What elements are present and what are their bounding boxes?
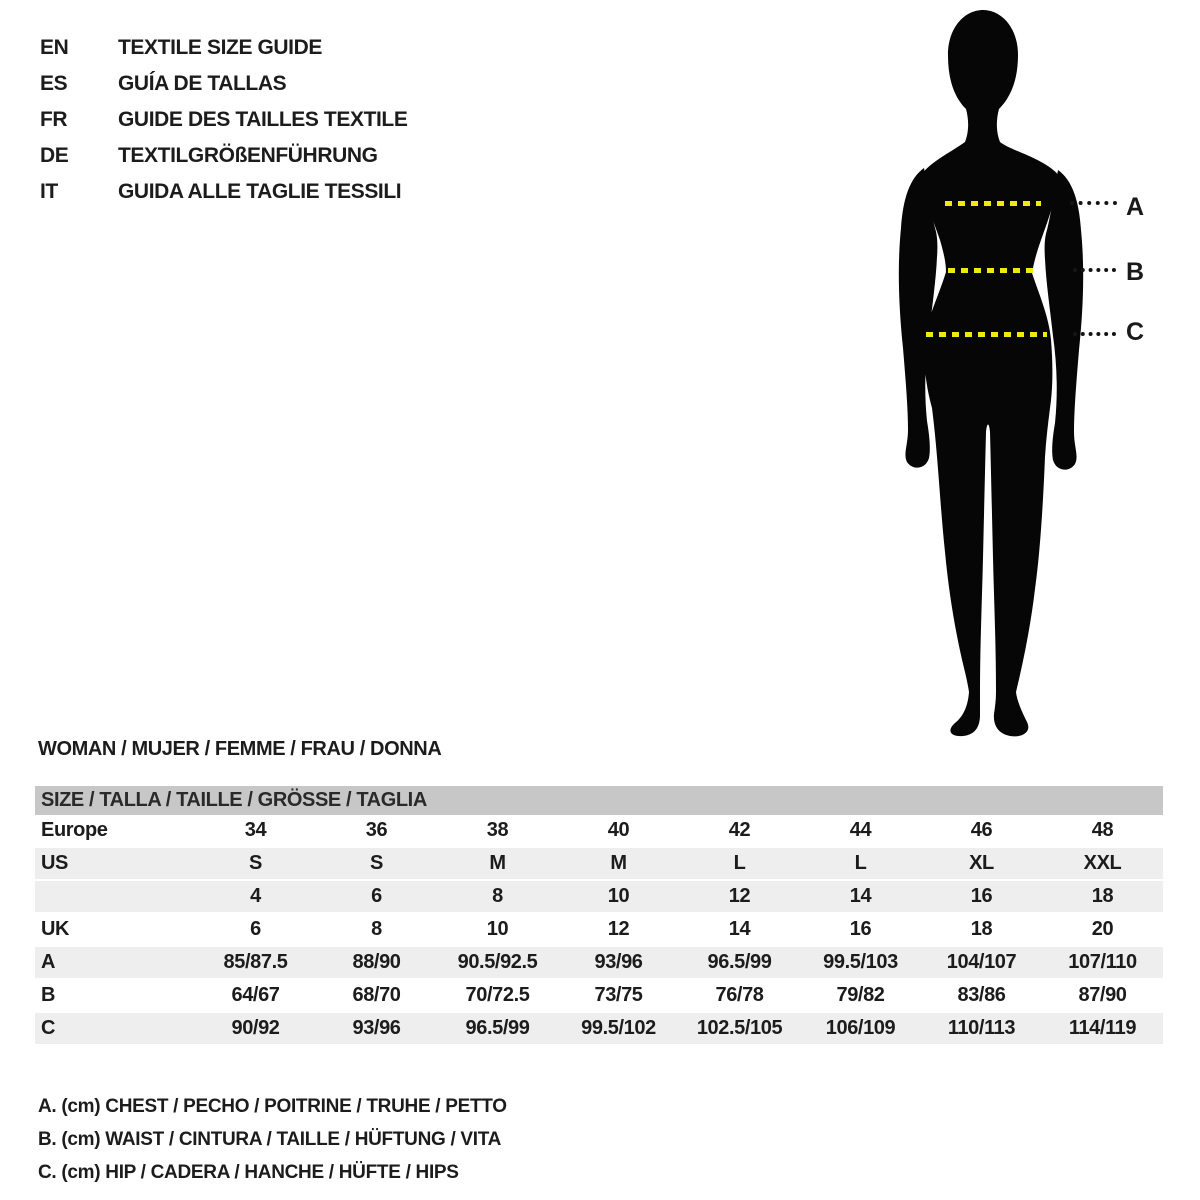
measure-label: C — [1126, 318, 1145, 346]
row-label: C — [41, 1017, 56, 1039]
section-title: WOMAN / MUJER / FEMME / FRAU / DONNA — [38, 738, 442, 760]
size-value-cell: 64/67 — [231, 984, 280, 1006]
size-value-cell: 6 — [371, 885, 382, 907]
language-code: IT — [40, 180, 58, 203]
size-value-cell: 14 — [849, 885, 872, 907]
size-value-cell: 106/109 — [825, 1017, 896, 1039]
legend-line: C. (cm) HIP / CADERA / HANCHE / HÜFTE / HIPS — [38, 1162, 459, 1183]
size-value-cell: 110/113 — [947, 1017, 1016, 1039]
row-label: B — [41, 984, 56, 1006]
size-value-cell: 76/78 — [715, 984, 764, 1006]
language-row — [40, 102, 407, 138]
measurement-legend — [38, 1090, 507, 1189]
size-value-cell: M — [610, 852, 627, 874]
size-value-cell: XXL — [1083, 852, 1122, 874]
language-row — [40, 30, 407, 66]
size-value-cell: 88/90 — [352, 951, 401, 973]
table-row — [35, 815, 1163, 848]
measure-dash-line — [926, 332, 1047, 337]
woman-silhouette-svg — [880, 0, 1200, 740]
measure-dash-line — [948, 268, 1034, 273]
table-row — [35, 848, 1163, 881]
language-title: GUIDA ALLE TAGLIE TESSILI — [118, 180, 402, 203]
silhouette-right-arm — [1045, 170, 1084, 470]
size-value-cell: 73/75 — [594, 984, 643, 1006]
language-title: GUIDE DES TAILLES TEXTILE — [118, 108, 408, 131]
size-value-cell: 16 — [849, 918, 872, 940]
size-value-cell: 79/82 — [836, 984, 885, 1006]
measure-dot-line — [1073, 268, 1116, 272]
size-value-cell: 102.5/105 — [696, 1017, 783, 1039]
language-title: TEXTILGRÖßENFÜHRUNG — [118, 144, 378, 167]
size-value-cell: 10 — [607, 885, 630, 907]
legend-line: A. (cm) CHEST / PECHO / POITRINE / TRUHE / PETTO — [38, 1096, 507, 1117]
measure-dash-line — [945, 201, 1041, 206]
size-value-cell: M — [489, 852, 506, 874]
silhouette-body — [920, 10, 1060, 736]
size-value-cell: 18 — [1091, 885, 1114, 907]
size-value-cell: 99.5/103 — [823, 951, 898, 973]
size-value-cell: 68/70 — [352, 984, 401, 1006]
language-title: TEXTILE SIZE GUIDE — [118, 36, 322, 59]
size-value-cell: 104/107 — [946, 951, 1017, 973]
measure-dot-line — [1073, 332, 1116, 336]
row-label: A — [41, 951, 56, 973]
size-value-cell: 90/92 — [231, 1017, 280, 1039]
size-value-cell: 85/87.5 — [223, 951, 288, 973]
size-value-cell: 90.5/92.5 — [457, 951, 538, 973]
size-value-cell: S — [370, 852, 383, 874]
size-value-cell: 70/72.5 — [465, 984, 530, 1006]
table-row — [35, 914, 1163, 947]
size-value-cell: 42 — [728, 819, 751, 841]
language-code: FR — [40, 108, 68, 131]
size-value-cell: 44 — [849, 819, 872, 841]
size-value-cell: 4 — [250, 885, 261, 907]
measure-label: A — [1126, 193, 1145, 221]
size-value-cell: 36 — [365, 819, 388, 841]
table-row — [35, 1013, 1163, 1046]
language-code: ES — [40, 72, 68, 95]
size-value-cell: 38 — [486, 819, 509, 841]
language-list — [40, 30, 407, 210]
size-value-cell: 83/86 — [957, 984, 1006, 1006]
row-label: US — [41, 852, 68, 874]
language-row — [40, 66, 407, 102]
size-value-cell: 8 — [492, 885, 503, 907]
size-value-cell: S — [249, 852, 262, 874]
measure-dot-line — [1070, 201, 1117, 205]
size-value-cell: 96.5/99 — [707, 951, 772, 973]
table-row — [35, 980, 1163, 1013]
size-value-cell: 40 — [607, 819, 630, 841]
size-value-cell: L — [854, 852, 867, 874]
size-value-cell: 12 — [607, 918, 630, 940]
size-value-cell: 18 — [970, 918, 993, 940]
language-row — [40, 138, 407, 174]
measure-label: B — [1126, 258, 1145, 286]
size-value-cell: 93/96 — [594, 951, 643, 973]
size-value-cell: 107/110 — [1068, 951, 1137, 973]
size-value-cell: XL — [969, 852, 994, 874]
size-value-cell: 93/96 — [352, 1017, 401, 1039]
size-value-cell: 87/90 — [1078, 984, 1127, 1006]
legend-line: B. (cm) WAIST / CINTURA / TAILLE / HÜFTUNG / VITA — [38, 1129, 502, 1150]
table-header-bar: SIZE / TALLA / TAILLE / GRÖSSE / TAGLIA — [35, 786, 1163, 815]
size-value-cell: 114/119 — [1068, 1017, 1137, 1039]
size-value-cell: 96.5/99 — [465, 1017, 530, 1039]
size-table — [35, 786, 1163, 1046]
size-value-cell: 10 — [486, 918, 509, 940]
size-value-cell: 46 — [970, 819, 993, 841]
size-value-cell: 14 — [728, 918, 751, 940]
row-label: Europe — [41, 819, 108, 841]
size-value-cell: 20 — [1091, 918, 1114, 940]
figure — [880, 0, 1200, 740]
row-label: UK — [41, 918, 70, 940]
language-title: GUÍA DE TALLAS — [118, 72, 287, 95]
language-code: DE — [40, 144, 69, 167]
size-value-cell: 12 — [728, 885, 751, 907]
size-table-body — [35, 815, 1163, 1046]
table-row — [35, 881, 1163, 914]
size-value-cell: 34 — [244, 819, 267, 841]
table-row — [35, 947, 1163, 980]
size-value-cell: L — [733, 852, 746, 874]
size-value-cell: 8 — [371, 918, 382, 940]
language-code: EN — [40, 36, 69, 59]
language-row — [40, 174, 407, 210]
size-value-cell: 99.5/102 — [581, 1017, 656, 1039]
size-value-cell: 16 — [970, 885, 993, 907]
size-value-cell: 6 — [250, 918, 261, 940]
size-value-cell: 48 — [1091, 819, 1114, 841]
